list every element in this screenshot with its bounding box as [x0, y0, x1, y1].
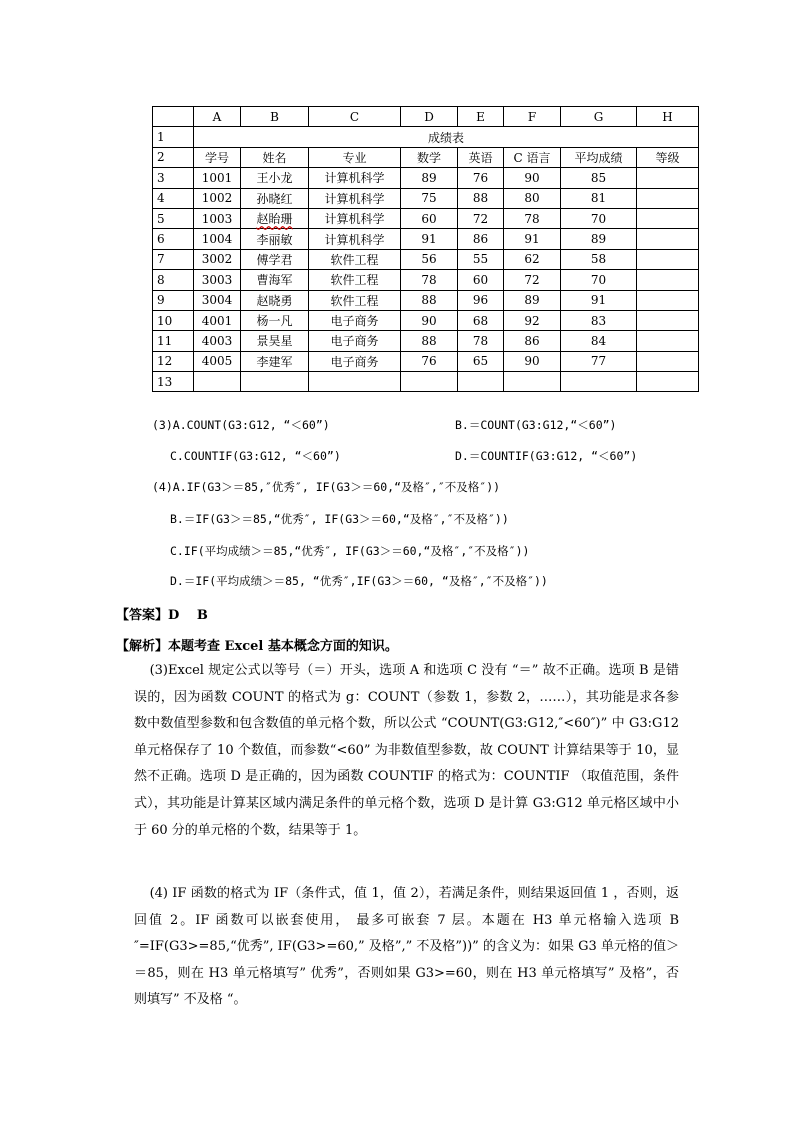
field-header-cell: 学号 [194, 147, 241, 167]
analysis-q4-text: (4) IF 函数的格式为 IF（条件式，值 1，值 2），若满足条件，则结果返回值 1 ，否则，返回值 2。IF 函数可以嵌套使用， 最多可嵌套 7 层。本题在 H3 单元格输入选项 B ″=IF(G3>=85,“优秀”, IF(G3>=60,” 及格”,” 不及格”))” 的含义为：如果 G3 单元格的值＞＝85，则在 H3 单元格填写” 优秀”，否则如果 G3>=60，则在 H3 单元格填写” 及格”，否则填写” 不及格 “。 [134, 886, 679, 1008]
table-row [153, 372, 699, 392]
row-number: 8 [153, 270, 194, 290]
table-cell: 景昊星 [241, 331, 309, 351]
analysis-q3-paragraph [134, 658, 679, 844]
score-spreadsheet [152, 106, 699, 392]
table-cell: 84 [561, 331, 637, 351]
table-cell [637, 351, 699, 371]
answer-value: D B [168, 608, 208, 623]
table-row [153, 331, 699, 351]
field-header-cell: 英语 [458, 147, 504, 167]
table-cell: 软件工程 [309, 270, 401, 290]
table-cell: 91 [561, 290, 637, 310]
table-cell: 1001 [194, 168, 241, 188]
table-cell: 76 [401, 351, 458, 371]
table-cell: 88 [458, 188, 504, 208]
table-row [153, 310, 699, 330]
field-header-cell: 等级 [637, 147, 699, 167]
table-cell: 78 [401, 270, 458, 290]
column-header: H [637, 107, 699, 127]
table-cell: 计算机科学 [309, 229, 401, 249]
q3-option-c: C.COUNTIF(G3:G12, “＜60”) [170, 449, 341, 463]
table-cell [637, 188, 699, 208]
column-header-row [153, 107, 699, 127]
q3-option-a: (3)A.COUNT(G3:G12, “＜60”) [152, 418, 330, 432]
table-cell: 72 [504, 270, 561, 290]
row-number: 3 [153, 168, 194, 188]
table-row [153, 249, 699, 269]
row-number: 4 [153, 188, 194, 208]
table-cell: 65 [458, 351, 504, 371]
table-cell [241, 372, 309, 392]
table-cell: 60 [458, 270, 504, 290]
table-title: 成绩表 [194, 127, 699, 147]
table-cell: 1002 [194, 188, 241, 208]
field-header-cell: C 语言 [504, 147, 561, 167]
table-cell: 3004 [194, 290, 241, 310]
table-cell: 89 [561, 229, 637, 249]
table-cell: 90 [504, 351, 561, 371]
q4-option-d: D.＝IF(平均成绩＞＝85, “优秀″,IF(G3＞＝60, “及格″,″不及格″)) [170, 574, 548, 588]
table-cell [309, 372, 401, 392]
table-cell [458, 372, 504, 392]
field-header-cell: 平均成绩 [561, 147, 637, 167]
table-cell: 78 [458, 331, 504, 351]
table-row [153, 270, 699, 290]
table-cell: 电子商务 [309, 331, 401, 351]
table-cell: 72 [458, 208, 504, 228]
table-cell: 孙晓红 [241, 188, 309, 208]
column-header: D [401, 107, 458, 127]
table-cell: 3003 [194, 270, 241, 290]
table-cell: 68 [458, 310, 504, 330]
answer-line [116, 604, 208, 623]
table-cell: 李建军 [241, 351, 309, 371]
table-cell: 62 [504, 249, 561, 269]
table-cell [637, 310, 699, 330]
analysis-intro: 本题考查 Excel 基本概念方面的知识。 [168, 639, 398, 654]
field-header-cell: 专业 [309, 147, 401, 167]
table-cell: 89 [401, 168, 458, 188]
row-number: 6 [153, 229, 194, 249]
table-cell: 60 [401, 208, 458, 228]
table-cell: 83 [561, 310, 637, 330]
table-cell: 王小龙 [241, 168, 309, 188]
table-cell: 4003 [194, 331, 241, 351]
table-cell: 软件工程 [309, 290, 401, 310]
row-number: 7 [153, 249, 194, 269]
column-header: G [561, 107, 637, 127]
row-number: 13 [153, 372, 194, 392]
row-number: 5 [153, 208, 194, 228]
column-header: C [309, 107, 401, 127]
row-number: 11 [153, 331, 194, 351]
table-cell: 86 [504, 331, 561, 351]
table-cell: 75 [401, 188, 458, 208]
table-cell: 78 [504, 208, 561, 228]
table-cell: 89 [504, 290, 561, 310]
table-cell: 70 [561, 270, 637, 290]
table-row [153, 208, 699, 228]
table-row [153, 229, 699, 249]
q3-option-d: D.＝COUNTIF(G3:G12, “＜60”) [455, 449, 638, 463]
table-cell: 77 [561, 351, 637, 371]
table-cell [401, 372, 458, 392]
field-header-row [153, 147, 699, 167]
table-cell: 92 [504, 310, 561, 330]
table-cell [504, 372, 561, 392]
row-number: 2 [153, 147, 194, 167]
table-cell: 4005 [194, 351, 241, 371]
table-cell: 96 [458, 290, 504, 310]
table-cell [637, 249, 699, 269]
table-cell: 赵晓勇 [241, 290, 309, 310]
table-cell: 电子商务 [309, 351, 401, 371]
q4-option-c: C.IF(平均成绩＞＝85,“优秀″, IF(G3＞＝60,“及格″,″不及格″)) [170, 544, 530, 558]
table-cell [637, 372, 699, 392]
table-cell [637, 168, 699, 188]
q4-option-a: (4)A.IF(G3＞＝85,″优秀″, IF(G3＞＝60,“及格″,″不及格″)) [152, 480, 501, 494]
table-cell: 4001 [194, 310, 241, 330]
table-cell: 90 [504, 168, 561, 188]
table-cell: 88 [401, 331, 458, 351]
table-cell: 91 [401, 229, 458, 249]
column-header: E [458, 107, 504, 127]
row-number: 10 [153, 310, 194, 330]
answer-label: 【答案】 [116, 608, 169, 623]
table-cell: 58 [561, 249, 637, 269]
table-cell: 81 [561, 188, 637, 208]
column-header: F [504, 107, 561, 127]
table-row [153, 351, 699, 371]
table-row [153, 188, 699, 208]
column-header: A [194, 107, 241, 127]
q3-option-b: B.＝COUNT(G3:G12,“＜60”) [455, 418, 617, 432]
table-cell [561, 372, 637, 392]
table-cell: 赵眙珊 [241, 208, 309, 228]
table-cell [637, 290, 699, 310]
table-cell: 56 [401, 249, 458, 269]
table-cell [637, 270, 699, 290]
field-header-cell: 姓名 [241, 147, 309, 167]
table-cell: 76 [458, 168, 504, 188]
table-cell: 计算机科学 [309, 168, 401, 188]
table-cell: 电子商务 [309, 310, 401, 330]
table-cell: 傅学君 [241, 249, 309, 269]
column-header [153, 107, 194, 127]
table-cell: 80 [504, 188, 561, 208]
table-cell: 曹海军 [241, 270, 309, 290]
analysis-label: 【解析】 [116, 639, 169, 654]
table-cell [637, 229, 699, 249]
table-cell: 85 [561, 168, 637, 188]
table-cell: 91 [504, 229, 561, 249]
q4-option-b: B.＝IF(G3＞＝85,“优秀″, IF(G3＞＝60,“及格″,″不及格″)) [170, 512, 509, 526]
table-cell: 软件工程 [309, 249, 401, 269]
table-cell: 李丽敏 [241, 229, 309, 249]
table-cell [194, 372, 241, 392]
analysis-heading [116, 635, 398, 654]
table-cell: 计算机科学 [309, 188, 401, 208]
table-cell: 1003 [194, 208, 241, 228]
table-cell: 1004 [194, 229, 241, 249]
table-row [153, 168, 699, 188]
table-row [153, 290, 699, 310]
table-cell: 杨一凡 [241, 310, 309, 330]
row-number: 1 [153, 127, 194, 147]
table-cell: 90 [401, 310, 458, 330]
row-number: 9 [153, 290, 194, 310]
table-cell: 70 [561, 208, 637, 228]
table-cell [637, 208, 699, 228]
title-row [153, 127, 699, 147]
table-cell: 55 [458, 249, 504, 269]
column-header: B [241, 107, 309, 127]
table-cell: 86 [458, 229, 504, 249]
row-number: 12 [153, 351, 194, 371]
field-header-cell: 数学 [401, 147, 458, 167]
table-cell: 计算机科学 [309, 208, 401, 228]
table-cell [637, 331, 699, 351]
table-cell: 3002 [194, 249, 241, 269]
analysis-q4-paragraph [134, 881, 679, 1014]
table-cell: 88 [401, 290, 458, 310]
analysis-q3-text: (3)Excel 规定公式以等号（＝）开头，选项 A 和选项 C 没有 “＝” 故不正确。选项 B 是错误的，因为函数 COUNT 的格式为 g：COUNT（参数 1，参数 2，……），其功能是求各参数中数值型参数和包含数值的单元格个数，所以公式 “COUNT(G3:G12,″<60″)” 中 G3:G12 单元格保存了 10 个数值，而参数“<60” 为非数值型参数，故 COUNT 计算结果等于 10，显然不正确。选项 D 是正确的，因为函数 COUNTIF 的格式为：COUNTIF （取值范围，条件式），其功能是计算某区域内满足条件的单元格个数，选项 D 是计算 G3:G12 单元格区域中小于 60 分的单元格的个数，结果等于 1。 [134, 663, 679, 838]
